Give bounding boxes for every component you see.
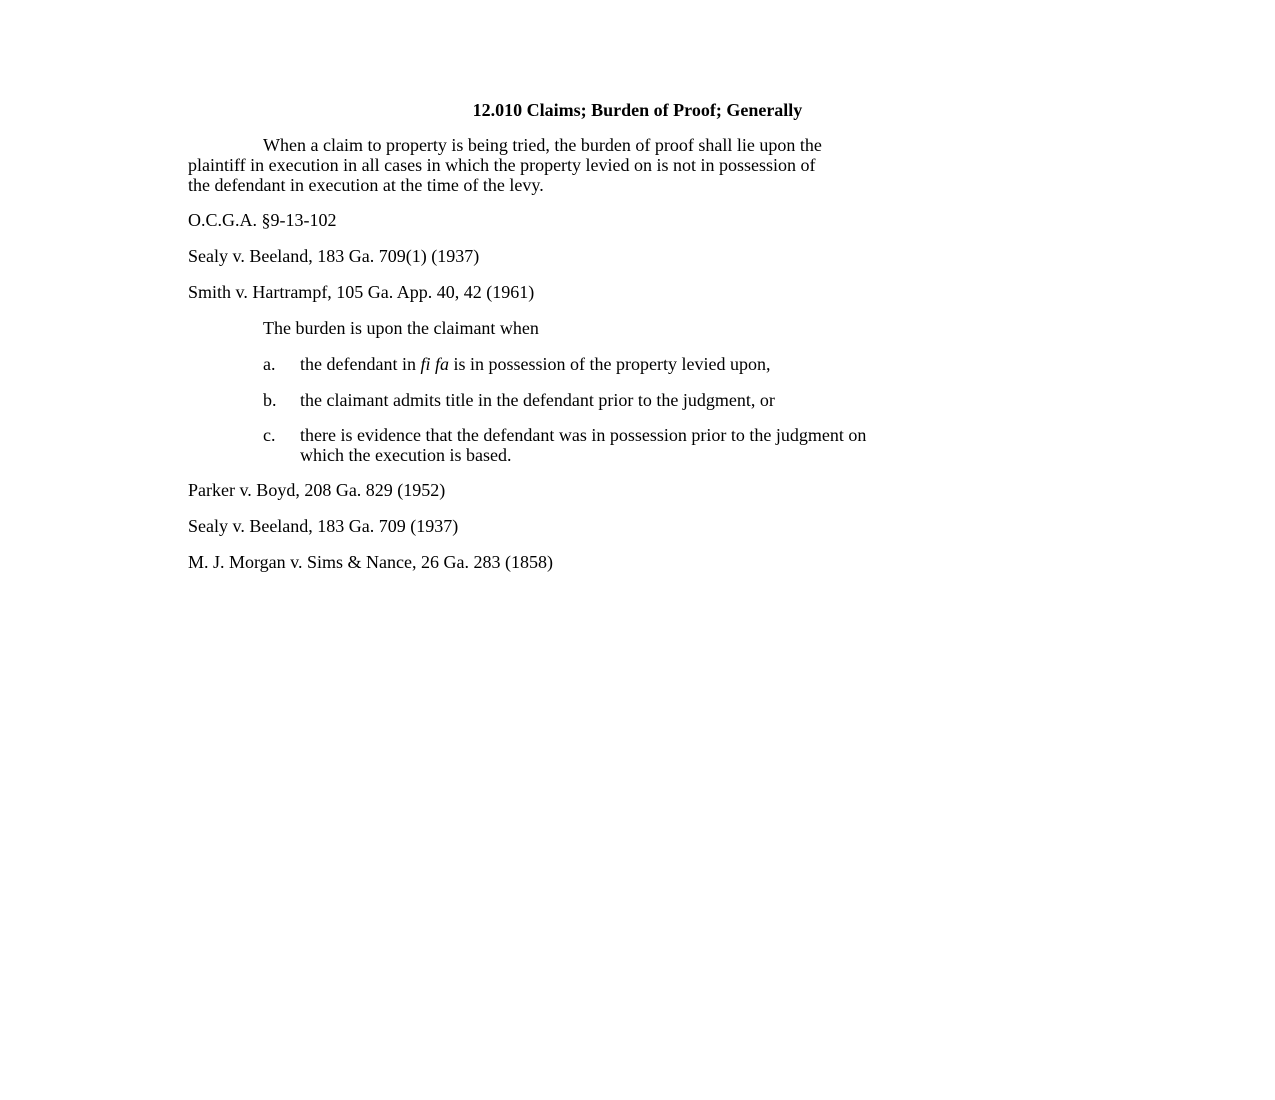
list-text-post: is in possession of the property levied upon,: [448, 354, 771, 374]
list-text: there is evidence that the defendant was in possession prior to the judgment on: [300, 425, 867, 445]
citation: O.C.G.A. §9-13-102: [188, 210, 337, 230]
list-text: which the execution is based.: [300, 445, 512, 465]
fi-fa-italic: fi fa: [420, 354, 449, 374]
citation: Sealy v. Beeland, 183 Ga. 709(1) (1937): [188, 246, 480, 266]
citation: Smith v. Hartrampf, 105 Ga. App. 40, 42 (1961): [188, 282, 535, 302]
citation: Parker v. Boyd, 208 Ga. 829 (1952): [188, 480, 446, 500]
burden-intro: The burden is upon the claimant when: [263, 318, 539, 338]
paragraph-line: plaintiff in execution in all cases in which the property levied on is not in possession of: [188, 155, 816, 175]
list-label: a.: [263, 354, 276, 374]
list-text: the claimant admits title in the defendant prior to the judgment, or: [300, 390, 775, 410]
section-title: 12.010 Claims; Burden of Proof; Generally: [472, 100, 803, 120]
citation: M. J. Morgan v. Sims & Nance, 26 Ga. 283 (1858): [188, 552, 553, 572]
list-label: c.: [263, 425, 276, 445]
list-label: b.: [263, 390, 277, 410]
list-text: [300, 354, 770, 374]
citation: Sealy v. Beeland, 183 Ga. 709 (1937): [188, 516, 459, 536]
paragraph-line: the defendant in execution at the time of the levy.: [188, 175, 544, 195]
paragraph-line: When a claim to property is being tried, the burden of proof shall lie upon the: [263, 135, 822, 155]
list-text-pre: the defendant in: [300, 354, 421, 374]
